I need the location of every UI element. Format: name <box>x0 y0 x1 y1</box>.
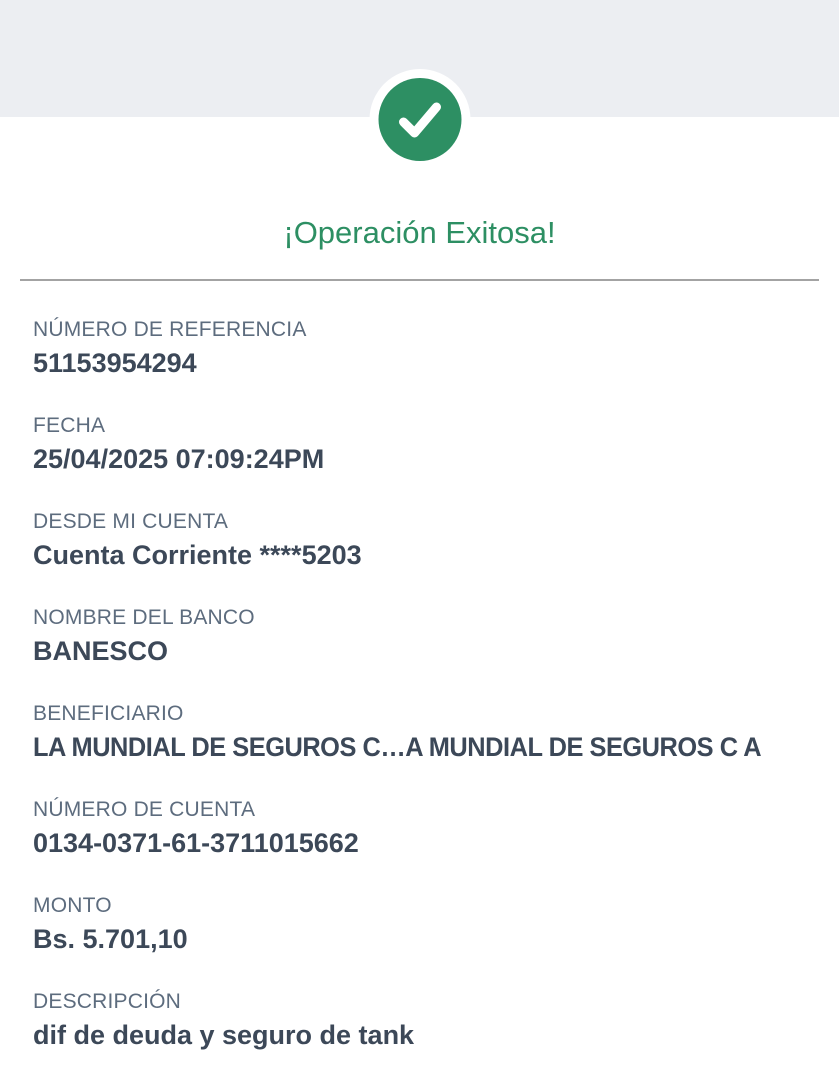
field-label: BENEFICIARIO <box>33 702 184 725</box>
field-row <box>33 509 806 571</box>
field-label: NÚMERO DE CUENTA <box>33 798 256 821</box>
field-label: DESCRIPCIÓN <box>33 990 182 1013</box>
success-title: ¡Operación Exitosa! <box>283 215 556 250</box>
field-value: LA MUNDIAL DE SEGUROS C…A MUNDIAL DE SEGUROS C A <box>33 732 762 762</box>
field-row <box>33 413 806 475</box>
field-value: Bs. 5.701,10 <box>33 924 188 954</box>
field-label: DESDE MI CUENTA <box>33 510 229 533</box>
field-value: Cuenta Corriente ****5203 <box>33 540 362 570</box>
receipt-fields <box>0 281 839 1051</box>
field-label: NÚMERO DE REFERENCIA <box>33 318 307 341</box>
field-label: FECHA <box>33 414 106 437</box>
field-row <box>33 989 806 1051</box>
field-row <box>33 317 806 379</box>
field-row <box>33 605 806 667</box>
field-value: 0134-0371-61-3711015662 <box>33 828 359 858</box>
check-icon <box>378 78 461 161</box>
field-row <box>33 893 806 955</box>
field-value: BANESCO <box>33 636 169 666</box>
field-value: 51153954294 <box>33 348 197 378</box>
success-badge <box>369 69 470 170</box>
field-value: 25/04/2025 07:09:24PM <box>33 444 325 474</box>
field-label: MONTO <box>33 894 112 917</box>
field-row <box>33 701 806 763</box>
field-value: dif de deuda y seguro de tank <box>33 1020 415 1050</box>
field-row <box>33 797 806 859</box>
field-label: NOMBRE DEL BANCO <box>33 606 255 629</box>
